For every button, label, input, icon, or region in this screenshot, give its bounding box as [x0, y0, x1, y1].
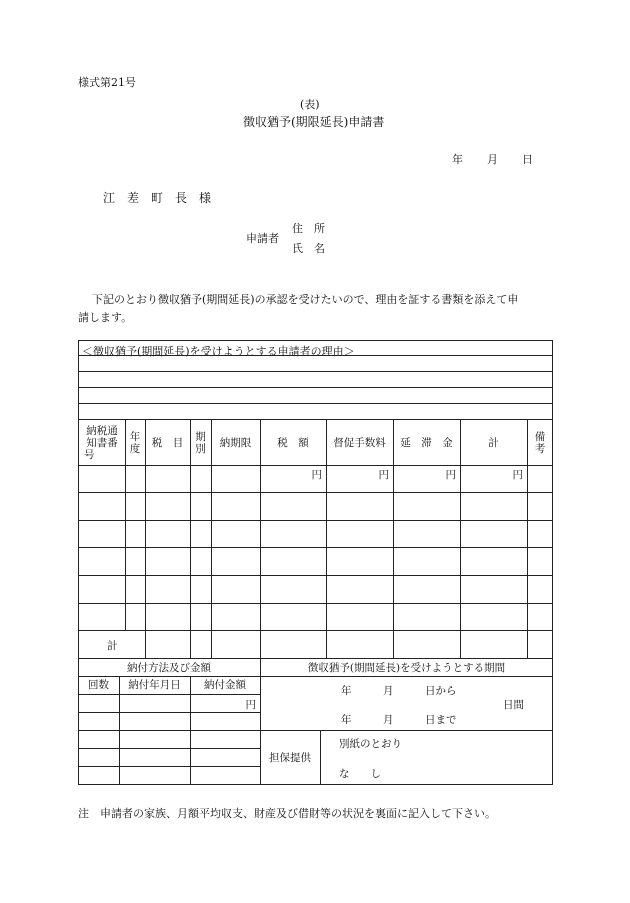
- unit-yen: 円: [311, 469, 322, 481]
- header-period: [190, 421, 211, 465]
- header-remarks: [527, 421, 553, 465]
- tax-row-line: [78, 492, 553, 493]
- header-total: 計: [488, 437, 499, 449]
- header-notice-no-line: 納税通: [86, 425, 118, 437]
- reason-line-2[interactable]: [78, 387, 553, 388]
- reason-line-1[interactable]: [78, 371, 553, 372]
- address-label[interactable]: 住 所: [292, 222, 325, 235]
- tax-row-line: [78, 603, 553, 604]
- header-fiscal-year: [125, 421, 145, 465]
- tax-row-line: [78, 547, 553, 548]
- times-label: 回数: [88, 679, 109, 691]
- payment-row-line: [78, 694, 260, 695]
- header-notice-no-line: 号: [84, 449, 95, 461]
- payment-row-line: [78, 748, 260, 749]
- period-header: 徴収猶予(期間延長)を受けようとする期間: [307, 661, 506, 674]
- unit-yen: 円: [512, 469, 523, 481]
- payment-unit-yen: 円: [245, 699, 256, 711]
- form-number: 様式第21号: [78, 76, 136, 89]
- collateral-as-attached[interactable]: 別紙のとおり: [339, 738, 402, 750]
- header-due-date: 納期限: [219, 437, 252, 449]
- header-surcharge: 督促手数料: [333, 437, 386, 449]
- header-notice-no: [80, 421, 124, 465]
- date-year[interactable]: 年: [452, 153, 463, 166]
- addressee: 江 差 町 長 様: [103, 191, 212, 205]
- period-from[interactable]: 年 月 日から: [341, 685, 457, 697]
- tax-row-line: [78, 630, 553, 631]
- intro-line-2: 請します。: [78, 311, 133, 324]
- header-period-line: 期: [195, 431, 206, 443]
- unit-yen: 円: [445, 469, 456, 481]
- payment-row-line: [78, 766, 260, 767]
- header-tax-item: 税 目: [151, 437, 184, 449]
- total-label: 計: [107, 640, 118, 652]
- applicant-label: 申請者: [246, 232, 279, 245]
- intro-line-1: 下記のとおり徴収猶予(期間延長)の承認を受けたいので、理由を証する書類を添えて申: [92, 293, 519, 306]
- tax-row-line: [78, 575, 553, 576]
- reason-line-3[interactable]: [78, 403, 553, 404]
- payment-date-label: 納付年月日: [128, 679, 181, 691]
- reason-header: ＜徴収猶予(期間延長)を受けようとする申請者の理由＞: [82, 345, 355, 358]
- unit-yen: 円: [378, 469, 389, 481]
- header-delinquency: 延 滞 金: [400, 437, 453, 449]
- form-side: (表): [300, 98, 320, 111]
- payment-method-header: 納付方法及び金額: [127, 661, 211, 674]
- collateral-none[interactable]: な し: [339, 768, 381, 780]
- header-fiscal-year-line: 度: [129, 443, 141, 455]
- header-fiscal-year-line: 年: [129, 431, 141, 443]
- header-period-line: 別: [195, 443, 206, 455]
- payment-row-line: [78, 712, 260, 713]
- footnote: 注 申請者の家族、月額平均収支、財産及び借財等の状況を裏面に記入して下さい。: [78, 807, 496, 820]
- application-table: [78, 340, 553, 785]
- header-remarks-line: 備: [534, 431, 546, 443]
- date-day[interactable]: 日: [522, 153, 533, 166]
- tax-row-line: [78, 520, 553, 521]
- period-to[interactable]: 年 月 日まで: [341, 714, 457, 726]
- reason-divider: [78, 355, 553, 356]
- collateral-col-line: [320, 730, 321, 785]
- header-tax-amount: 税 額: [277, 437, 309, 449]
- period-days[interactable]: 日間: [503, 699, 524, 711]
- tax-header-bottom: [78, 465, 553, 466]
- reason-line-4[interactable]: [78, 419, 553, 420]
- payment-amount-label: 納付金額: [204, 679, 246, 691]
- header-notice-no-line: 知書番: [86, 437, 118, 449]
- page-title: 徴収猶予(期限延長)申請書: [243, 115, 385, 129]
- collateral-label: 担保提供: [269, 752, 311, 764]
- name-label[interactable]: 氏 名: [292, 242, 325, 255]
- date-month[interactable]: 月: [487, 153, 498, 166]
- header-remarks-line: 考: [534, 443, 546, 455]
